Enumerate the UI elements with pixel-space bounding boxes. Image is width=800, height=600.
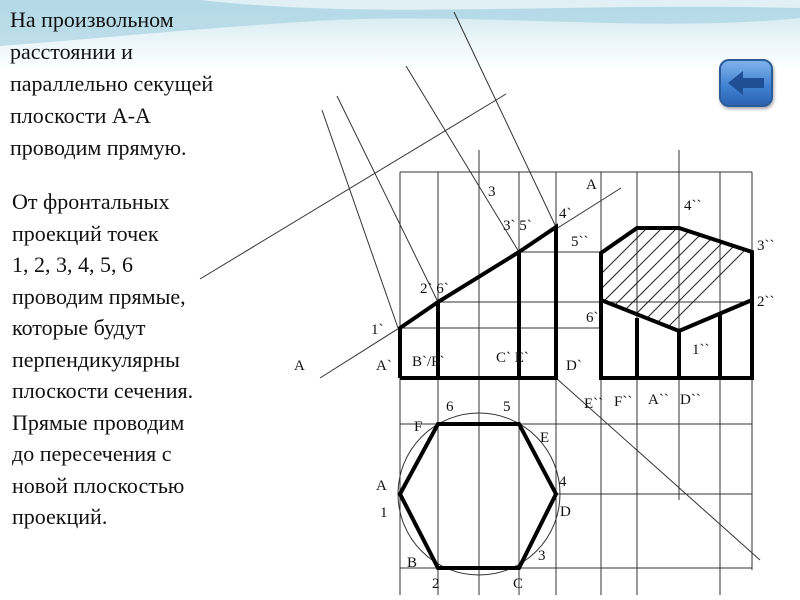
label-2p-6p: 2` 6` [420, 281, 449, 297]
instruction-line: 1, 2, 3, 4, 5, 6 [12, 252, 133, 277]
instruction-line: которые будут [12, 315, 146, 340]
label-plane-a-left: A [294, 358, 305, 374]
instruction-line: проводим прямые, [12, 283, 186, 309]
label-hex-6: 6 [446, 399, 454, 415]
label-dpp: D`` [680, 392, 701, 408]
label-6pp: 6`` [586, 310, 604, 326]
back-button[interactable] [719, 59, 773, 107]
label-4p: 4` [559, 206, 572, 222]
label-epp: E`` [584, 396, 604, 412]
label-app: A`` [648, 392, 669, 408]
instruction-line: проекций точек [12, 220, 159, 246]
label-hex-a: A [376, 478, 387, 494]
heading-line: плоскости А-А [10, 103, 151, 128]
label-3p-5p: 3` 5` [503, 218, 532, 234]
label-hex-e: E [540, 430, 550, 446]
label-1pp: 1`` [692, 342, 710, 358]
label-2pp: 2`` [757, 294, 775, 310]
left-arrow-icon [721, 61, 771, 105]
label-hex-2: 2 [432, 576, 440, 592]
label-hex-d: D [560, 504, 571, 520]
label-hex-5: 5 [503, 399, 511, 415]
heading-line: параллельно секущей [10, 71, 214, 96]
instruction-line: новой плоскостью [12, 472, 185, 498]
label-3pp: 3`` [757, 238, 775, 254]
label-cp-ep: C` E` [496, 350, 529, 366]
hexagon-top-view [400, 424, 556, 568]
instruction-line: перпендикулярны [12, 346, 180, 372]
label-dp: D` [566, 358, 582, 374]
label-fpp: F`` [614, 394, 633, 410]
heading-line: На произвольном [10, 7, 174, 32]
label-hex-3: 3 [538, 548, 546, 564]
label-1p: 1` [371, 322, 384, 338]
label-hex-1: 1 [380, 505, 388, 521]
label-ap: A` [376, 358, 392, 374]
point-labels [294, 177, 775, 592]
heading-line: проводим прямую. [10, 135, 187, 160]
instruction-line: до пересечения с [12, 441, 172, 466]
label-hex-c: C [513, 576, 524, 592]
instruction-line: Прямые проводим [12, 409, 185, 435]
instruction-line: плоскости сечения. [12, 378, 194, 403]
label-hex-b: B [407, 555, 418, 571]
label-5pp: 5`` [571, 234, 589, 250]
label-bp-fp: B`/F` [412, 354, 445, 370]
label-plane-a-top: A [586, 177, 597, 193]
label-hex-4: 4 [559, 474, 567, 490]
projector-line [337, 96, 438, 302]
instruction-line: проекций. [12, 504, 108, 529]
new-axis-line [200, 94, 506, 279]
instruction-line: От фронтальных [12, 189, 170, 214]
label-hex-f: F [414, 419, 423, 435]
label-4pp: 4`` [684, 198, 702, 214]
projector-line [454, 12, 556, 227]
label-3: 3 [488, 184, 496, 200]
heading-line: расстоянии и [10, 39, 133, 64]
